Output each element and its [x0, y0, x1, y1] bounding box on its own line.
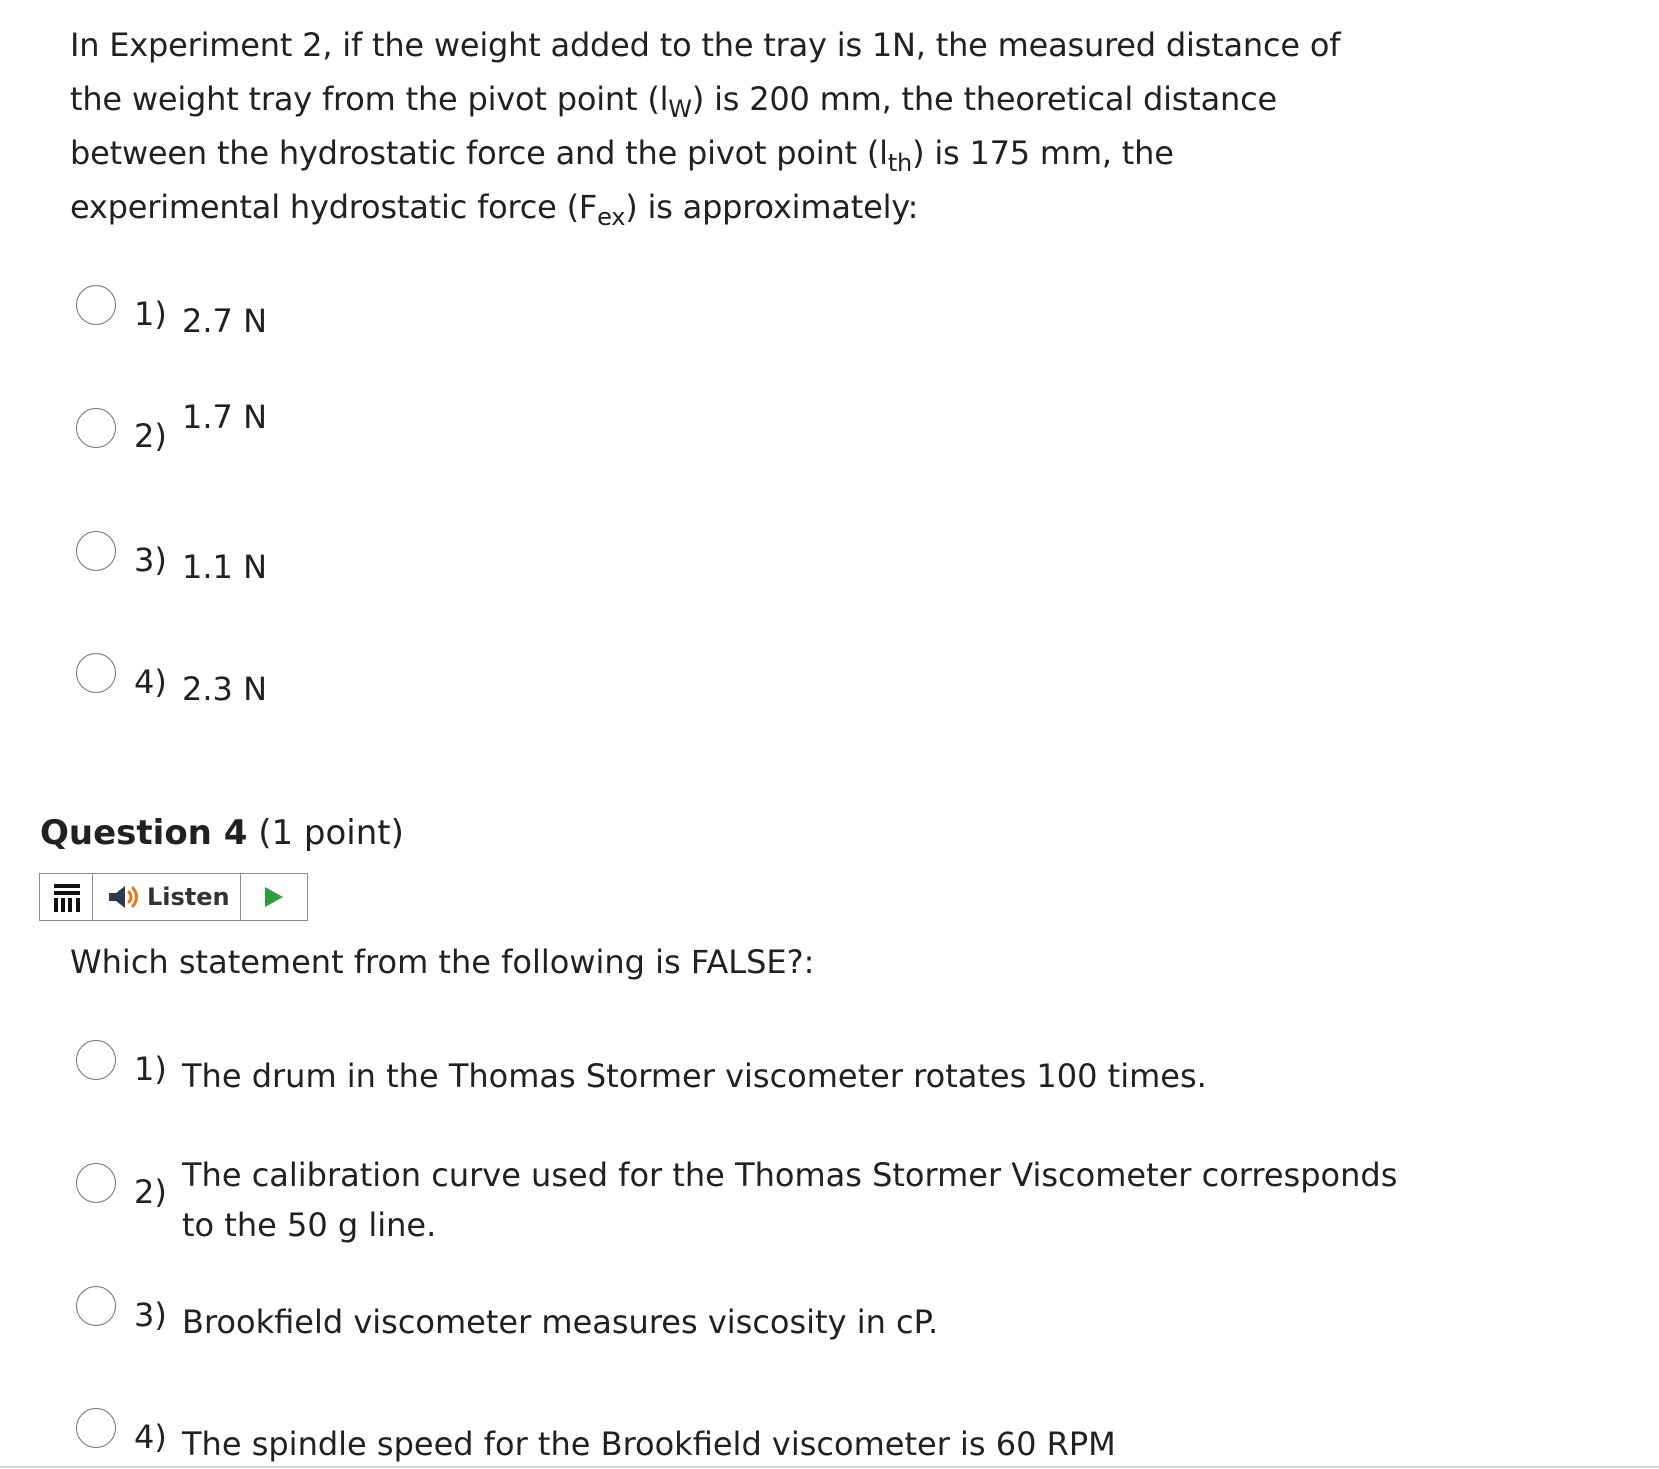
play-button[interactable]: [241, 874, 307, 920]
question-4-title: Question 4: [40, 813, 248, 853]
question-4-points: (1 point): [258, 813, 404, 853]
q3-option-2-number: 2): [134, 417, 167, 455]
menu-icon-stroke: [76, 898, 80, 912]
subscript-ex: ex: [597, 203, 626, 231]
menu-icon-stroke: [68, 898, 72, 912]
q3-option-1-number: 1): [134, 295, 167, 333]
q4-option-1-number: 1): [134, 1050, 167, 1088]
q4-option-2-number: 2): [134, 1173, 167, 1211]
subscript-th: th: [887, 149, 913, 177]
q3-option-3-label: 1.1 N: [182, 548, 267, 586]
q3-option-4-number: 4): [134, 663, 167, 701]
subscript-w: W: [668, 95, 692, 123]
q4-option-4-number: 4): [134, 1418, 167, 1456]
q3-option-1-radio[interactable]: [76, 285, 116, 325]
q3-option-2-label: 1.7 N: [182, 398, 267, 436]
q3-option-4-label: 2.3 N: [182, 670, 267, 708]
menu-icon-bar: [54, 884, 80, 888]
q3-text-part-1: In Experiment 2, if the weight added to the tray is 1N, the measured distance of the weight tray from the pivot point (l: [70, 26, 1341, 118]
question-4-heading: [40, 813, 404, 853]
q3-option-2-radio[interactable]: [76, 408, 116, 448]
q4-option-2-radio[interactable]: [76, 1163, 116, 1203]
q4-option-1-label: The drum in the Thomas Stormer viscometer rotates 100 times.: [182, 1057, 1207, 1095]
q4-option-4-radio[interactable]: [76, 1408, 116, 1448]
menu-icon-bar: [54, 891, 80, 895]
q3-text-part-2: ) is 200 mm, the theoretical distance between the hydrostatic force and the pivot point (l: [70, 80, 1277, 172]
menu-icon-stroke: [61, 898, 65, 912]
menu-icon-stroke: [54, 898, 58, 912]
listen-menu-button[interactable]: [40, 874, 93, 920]
speaker-icon: [107, 883, 143, 911]
question-3-text: [70, 18, 1390, 234]
q3-option-1-label: 2.7 N: [182, 302, 267, 340]
q3-text-part-4: ) is approximately:: [625, 188, 919, 226]
q3-option-4-radio[interactable]: [76, 653, 116, 693]
q3-option-3-number: 3): [134, 541, 167, 579]
bottom-divider: [0, 1466, 1659, 1468]
q4-option-1-radio[interactable]: [76, 1040, 116, 1080]
question-4-text: Which statement from the following is FALSE?:: [70, 943, 815, 981]
q4-option-2-label: The calibration curve used for the Thomas Stormer Viscometer corresponds to the 50 g line.: [182, 1156, 1398, 1244]
q4-option-3-label: Brookfield viscometer measures viscosity in cP.: [182, 1303, 939, 1341]
q4-option-3-radio[interactable]: [76, 1286, 116, 1326]
play-icon: [263, 885, 285, 909]
q3-text-part-3: ) is 175 mm, the experimental hydrostatic force (F: [70, 134, 1174, 226]
listen-button[interactable]: [93, 874, 241, 920]
q4-option-3-number: 3): [134, 1296, 167, 1334]
listen-label: Listen: [147, 883, 230, 911]
listen-toolbar: [39, 873, 308, 921]
q4-option-4-label: The spindle speed for the Brookfield viscometer is 60 RPM: [182, 1425, 1116, 1463]
q3-option-3-radio[interactable]: [76, 531, 116, 571]
